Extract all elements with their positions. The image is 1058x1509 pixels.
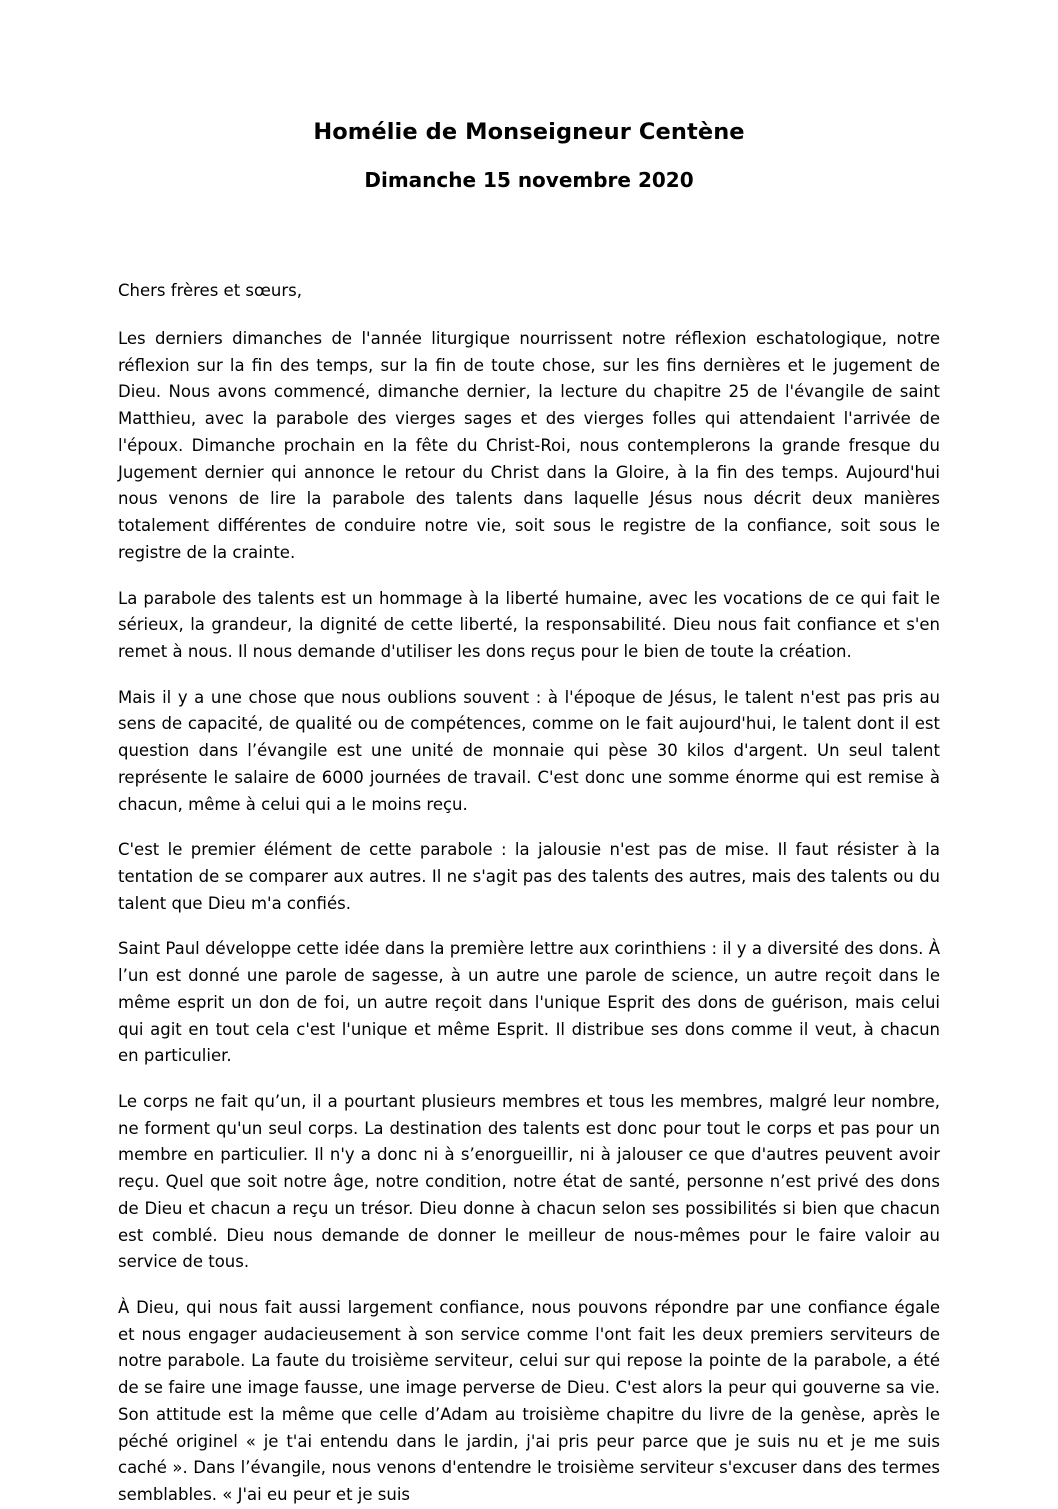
body-paragraph: Saint Paul développe cette idée dans la première lettre aux corinthiens : il y a diversité des dons. À l’un est donné une parole de sagesse, à un autre une parole de science, un autre reçoit dans le même esprit un don de foi, un autre reçoit dans l'unique Esprit des dons de guérison, mais celui qui agit en tout cela c'est l'unique et même Esprit. Il distribue ses dons comme il veut, à chacun en particulier. [118,939,940,1066]
page-subtitle: Dimanche 15 novembre 2020 [364,168,694,193]
body-paragraph: La parabole des talents est un hommage à la liberté humaine, avec les vocations de ce qui fait le sérieux, la grandeur, la dignité de cette liberté, la responsabilité. Dieu nous fait confiance et s'en remet à nous. Il nous demande d'utiliser les dons reçus pour le bien de toute la création. [118,588,940,661]
body-paragraph: Les derniers dimanches de l'année liturgique nourrissent notre réflexion eschatologique, notre réflexion sur la fin des temps, sur la fin de toute chose, sur les fins dernières et le jugement de Dieu. Nous avons commencé, dimanche dernier, la lecture du chapitre 25 de l'évangile de saint Matthieu, avec la parabole des vierges sages et des vierges folles qui attendaient l'arrivée de l'époux. Dimanche prochain en la fête du Christ-Roi, nous contemplerons la grande fresque du Jugement dernier qui annonce le retour du Christ dans la Gloire, à la fin des temps. Aujourd'hui nous venons de lire la parabole des talents dans laquelle Jésus nous décrit deux manières totalement différentes de conduire notre vie, soit sous le registre de la confiance, soit sous le registre de la crainte. [118,329,940,562]
page-title: Homélie de Monseigneur Centène [313,119,745,145]
body-paragraph: C'est le premier élément de cette parabole : la jalousie n'est pas de mise. Il faut résister à la tentation de se comparer aux autres. Il ne s'agit pas des talents des autres, mais des talents ou du talent que Dieu m'a confiés. [118,840,940,913]
body-paragraph: Mais il y a une chose que nous oublions souvent : à l'époque de Jésus, le talent n'est pas pris au sens de capacité, de qualité ou de compétences, comme on le fait aujourd'hui, le talent dont il est question dans l’évangile est une unité de monnaie qui pèse 30 kilos d'argent. Un seul talent représente le salaire de 6000 journées de travail. C'est donc une somme énorme qui est remise à chacun, même à celui qui a le moins reçu. [118,687,940,814]
body-paragraph: À Dieu, qui nous fait aussi largement confiance, nous pouvons répondre par une confiance égale et nous engager audacieusement à son service comme l'ont fait les deux premiers serviteurs de notre parabole. La faute du troisième serviteur, celui sur qui repose la pointe de la parabole, a été de se faire une image fausse, une image perverse de Dieu. C'est alors la peur qui gouverne sa vie. Son attitude est la même que celle d’Adam au troisième chapitre du livre de la genèse, après le péché originel « je t'ai entendu dans le jardin, j'ai pris peur parce que je suis nu et je me suis caché ». Dans l’évangile, nous venons d'entendre le troisième serviteur s'excuser dans des termes semblables. « J'ai eu peur et je suis [118,1298,940,1505]
salutation: Chers frères et sœurs, [118,281,302,301]
body-paragraph: Le corps ne fait qu’un, il a pourtant plusieurs membres et tous les membres, malgré leur nombre, ne forment qu'un seul corps. La destination des talents est donc pour tout le corps et pas pour un membre en particulier. Il n'y a donc ni à s’enorgueillir, ni à jalouser ce que d'autres peuvent avoir reçu. Quel que soit notre âge, notre condition, notre état de santé, personne n’est privé des dons de Dieu et chacun a reçu un trésor. Dieu donne à chacun selon ses possibilités si bien que chacun est comblé. Dieu nous demande de donner le meilleur de nous-mêmes pour le faire valoir au service de tous. [118,1092,940,1272]
document-body [118,279,940,1509]
